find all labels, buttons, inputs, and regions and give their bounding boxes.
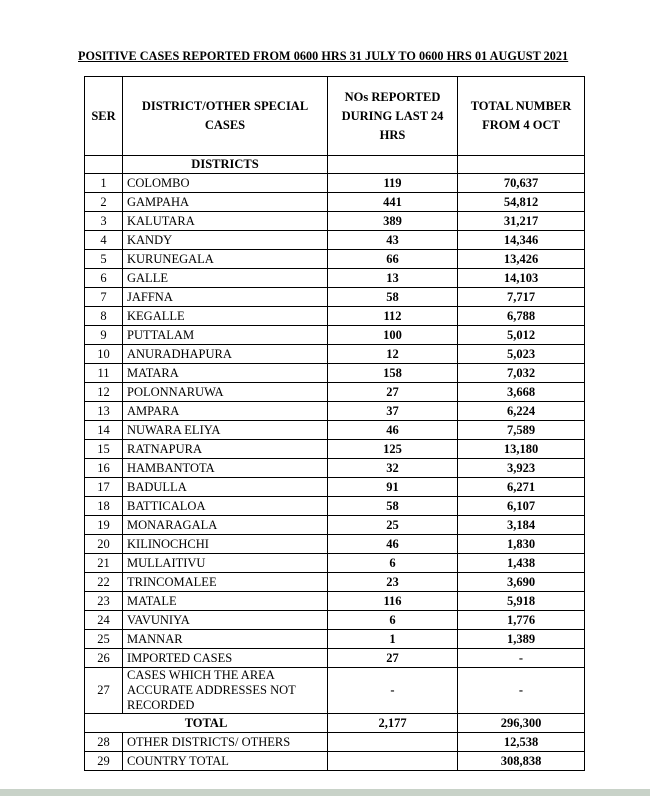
- table-row: [85, 516, 585, 535]
- total-cell: 31,217: [458, 212, 585, 231]
- district-name-cell: MATALE: [123, 592, 328, 611]
- total-cell: 70,637: [458, 174, 585, 193]
- last24-cell: 46: [328, 535, 458, 554]
- ser-cell: 1: [85, 174, 123, 193]
- table-row: [85, 478, 585, 497]
- last24-cell: 25: [328, 516, 458, 535]
- district-name-cell: CASES WHICH THE AREA ACCURATE ADDRESSES NOT RECORDED: [123, 668, 328, 714]
- table-row: [85, 307, 585, 326]
- ser-cell: 20: [85, 535, 123, 554]
- total-cell: 6,107: [458, 497, 585, 516]
- last24-cell: 43: [328, 231, 458, 250]
- ser-cell: 6: [85, 269, 123, 288]
- total-cell: 13,180: [458, 440, 585, 459]
- district-name-cell: OTHER DISTRICTS/ OTHERS: [123, 733, 328, 752]
- total-cell: 5,012: [458, 326, 585, 345]
- last24-cell: 125: [328, 440, 458, 459]
- page-title: POSITIVE CASES REPORTED FROM 0600 HRS 31 JULY TO 0600 HRS 01 AUGUST 2021: [78, 49, 569, 63]
- district-name-cell: TRINCOMALEE: [123, 573, 328, 592]
- table-row: [85, 611, 585, 630]
- district-name-cell: KURUNEGALA: [123, 250, 328, 269]
- table-row: [85, 573, 585, 592]
- total-cell: 5,023: [458, 345, 585, 364]
- total-cell: 14,346: [458, 231, 585, 250]
- ser-cell: 9: [85, 326, 123, 345]
- total-cell: 14,103: [458, 269, 585, 288]
- table-row: [85, 326, 585, 345]
- table-row: [85, 554, 585, 573]
- district-name-cell: IMPORTED CASES: [123, 649, 328, 668]
- district-name-cell: PUTTALAM: [123, 326, 328, 345]
- total-cell: 7,032: [458, 364, 585, 383]
- last24-cell: 116: [328, 592, 458, 611]
- last24-cell: 27: [328, 649, 458, 668]
- last24-cell: [328, 733, 458, 752]
- total-cell: 3,923: [458, 459, 585, 478]
- last24-cell: 6: [328, 611, 458, 630]
- table-row: [85, 364, 585, 383]
- district-name-cell: JAFFNA: [123, 288, 328, 307]
- section-cell: [458, 156, 585, 174]
- total-cell: 6,224: [458, 402, 585, 421]
- total-cell: 7,589: [458, 421, 585, 440]
- district-name-cell: BADULLA: [123, 478, 328, 497]
- district-name-cell: GALLE: [123, 269, 328, 288]
- ser-cell: 19: [85, 516, 123, 535]
- total-cell: 1,438: [458, 554, 585, 573]
- table-row: [85, 212, 585, 231]
- ser-cell: 17: [85, 478, 123, 497]
- ser-cell: 26: [85, 649, 123, 668]
- last24-cell: 158: [328, 364, 458, 383]
- ser-cell: 27: [85, 668, 123, 714]
- last24-cell: 66: [328, 250, 458, 269]
- last24-cell: 389: [328, 212, 458, 231]
- last24-cell: 12: [328, 345, 458, 364]
- total-cell: 3,668: [458, 383, 585, 402]
- table-row: [85, 383, 585, 402]
- total-cell: 3,690: [458, 573, 585, 592]
- ser-cell: 10: [85, 345, 123, 364]
- table-row: [85, 231, 585, 250]
- last24-cell: 58: [328, 497, 458, 516]
- total-row: [85, 714, 585, 733]
- total-cell: 1,830: [458, 535, 585, 554]
- total-label: TOTAL: [85, 714, 328, 733]
- last24-cell: 27: [328, 383, 458, 402]
- district-name-cell: KANDY: [123, 231, 328, 250]
- section-ser-cell: [85, 156, 123, 174]
- table-row: [85, 269, 585, 288]
- ser-cell: 11: [85, 364, 123, 383]
- total-total-cell: 296,300: [458, 714, 585, 733]
- ser-cell: 3: [85, 212, 123, 231]
- ser-cell: 22: [85, 573, 123, 592]
- last24-cell: 58: [328, 288, 458, 307]
- section-label: DISTRICTS: [123, 156, 328, 174]
- table-row: [85, 592, 585, 611]
- district-name-cell: MONARAGALA: [123, 516, 328, 535]
- district-name-cell: MULLAITIVU: [123, 554, 328, 573]
- header-ser: SER: [85, 77, 123, 156]
- district-name-cell: AMPARA: [123, 402, 328, 421]
- district-name-cell: COUNTRY TOTAL: [123, 752, 328, 771]
- ser-cell: 29: [85, 752, 123, 771]
- ser-cell: 16: [85, 459, 123, 478]
- last24-cell: 46: [328, 421, 458, 440]
- table-row: [85, 535, 585, 554]
- last24-cell: 13: [328, 269, 458, 288]
- header-total: TOTAL NUMBER FROM 4 OCT: [458, 77, 585, 156]
- total-cell: 6,788: [458, 307, 585, 326]
- last24-cell: 1: [328, 630, 458, 649]
- total-cell: 54,812: [458, 193, 585, 212]
- district-name-cell: POLONNARUWA: [123, 383, 328, 402]
- last24-cell: 23: [328, 573, 458, 592]
- last24-cell: 119: [328, 174, 458, 193]
- section-cell: [328, 156, 458, 174]
- header-last24: NOs REPORTED DURING LAST 24 HRS: [328, 77, 458, 156]
- total-cell: -: [458, 649, 585, 668]
- district-name-cell: KILINOCHCHI: [123, 535, 328, 554]
- total-cell: 1,389: [458, 630, 585, 649]
- ser-cell: 5: [85, 250, 123, 269]
- district-name-cell: MANNAR: [123, 630, 328, 649]
- district-name-cell: KEGALLE: [123, 307, 328, 326]
- total-cell: 3,184: [458, 516, 585, 535]
- table-row: [85, 402, 585, 421]
- section-row: [85, 156, 585, 174]
- district-name-cell: KALUTARA: [123, 212, 328, 231]
- last24-cell: [328, 752, 458, 771]
- table-row: [85, 497, 585, 516]
- ser-cell: 13: [85, 402, 123, 421]
- district-name-cell: HAMBANTOTA: [123, 459, 328, 478]
- table-row: [85, 421, 585, 440]
- district-name-cell: GAMPAHA: [123, 193, 328, 212]
- table-row: [85, 668, 585, 714]
- table-row: [85, 459, 585, 478]
- last24-cell: 32: [328, 459, 458, 478]
- ser-cell: 2: [85, 193, 123, 212]
- last24-cell: 100: [328, 326, 458, 345]
- district-name-cell: ANURADHAPURA: [123, 345, 328, 364]
- district-name-cell: BATTICALOA: [123, 497, 328, 516]
- table-row: [85, 752, 585, 771]
- last24-cell: -: [328, 668, 458, 714]
- page-bottom-edge: [0, 789, 650, 796]
- total-cell: 308,838: [458, 752, 585, 771]
- district-name-cell: COLOMBO: [123, 174, 328, 193]
- last24-cell: 91: [328, 478, 458, 497]
- total-cell: 5,918: [458, 592, 585, 611]
- total-cell: 1,776: [458, 611, 585, 630]
- total-last24-cell: 2,177: [328, 714, 458, 733]
- total-cell: 6,271: [458, 478, 585, 497]
- table-row: [85, 345, 585, 364]
- last24-cell: 441: [328, 193, 458, 212]
- table-header-row: [85, 77, 585, 156]
- total-cell: -: [458, 668, 585, 714]
- table-row: [85, 649, 585, 668]
- total-cell: 13,426: [458, 250, 585, 269]
- last24-cell: 6: [328, 554, 458, 573]
- cases-table: [84, 76, 585, 771]
- ser-cell: 23: [85, 592, 123, 611]
- table-row: [85, 288, 585, 307]
- ser-cell: 24: [85, 611, 123, 630]
- ser-cell: 21: [85, 554, 123, 573]
- table-row: [85, 250, 585, 269]
- ser-cell: 14: [85, 421, 123, 440]
- table-row: [85, 174, 585, 193]
- ser-cell: 7: [85, 288, 123, 307]
- last24-cell: 37: [328, 402, 458, 421]
- total-cell: 12,538: [458, 733, 585, 752]
- ser-cell: 18: [85, 497, 123, 516]
- ser-cell: 4: [85, 231, 123, 250]
- district-name-cell: RATNAPURA: [123, 440, 328, 459]
- ser-cell: 25: [85, 630, 123, 649]
- ser-cell: 12: [85, 383, 123, 402]
- header-district: DISTRICT/OTHER SPECIAL CASES: [123, 77, 328, 156]
- table-row: [85, 193, 585, 212]
- last24-cell: 112: [328, 307, 458, 326]
- table-row: [85, 630, 585, 649]
- ser-cell: 28: [85, 733, 123, 752]
- district-name-cell: VAVUNIYA: [123, 611, 328, 630]
- total-cell: 7,717: [458, 288, 585, 307]
- table-row: [85, 733, 585, 752]
- table-body: [85, 156, 585, 771]
- ser-cell: 8: [85, 307, 123, 326]
- district-name-cell: MATARA: [123, 364, 328, 383]
- district-name-cell: NUWARA ELIYA: [123, 421, 328, 440]
- ser-cell: 15: [85, 440, 123, 459]
- table-row: [85, 440, 585, 459]
